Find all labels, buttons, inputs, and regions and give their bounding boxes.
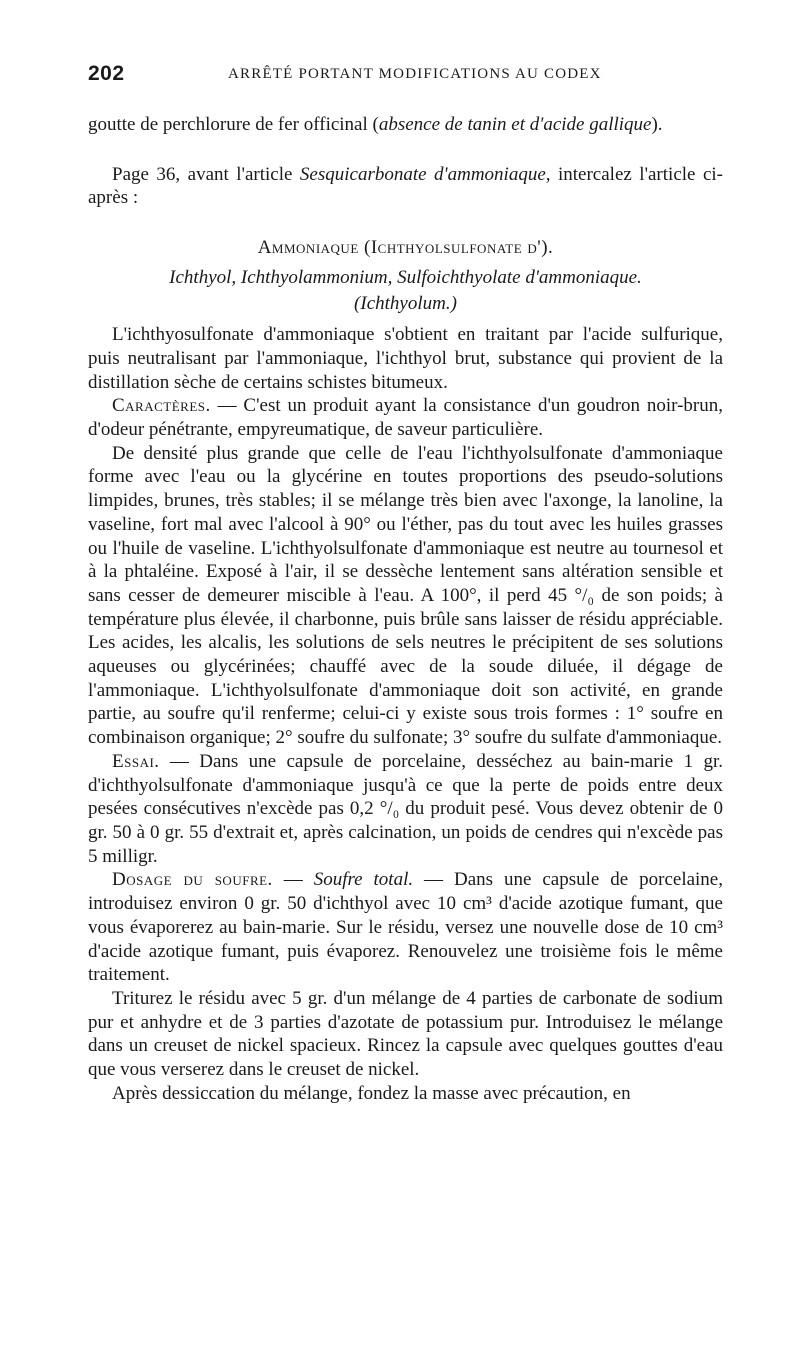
page-body <box>88 113 723 1105</box>
text-run: , intercalez l'article ci-après : <box>88 163 723 209</box>
paragraph-caracteres <box>88 394 723 441</box>
text-run: — Dans une capsule de porcelaine, introduisez environ 0 gr. 50 d'ichthyol avec 10 cm³ d'acide azotique fumant, que vous évaporerez au bain-marie. Sur le résidu, versez une nouvelle dose de 10 cm³ d'acide azotique fumant, puis évaporez. Renouvelez une troisième fois le même traitement. <box>88 869 723 986</box>
running-title: ARRÊTÉ PORTANT MODIFICATIONS AU CODEX <box>228 66 602 82</box>
paragraph-preparation: L'ichthyosulfonate d'ammoniaque s'obtient en traitant par l'acide sulfurique, puis neutralisant par l'ammoniaque, l'ichthyol brut, substance qui provient de la distillation sèche de certains schistes bitumeux. <box>88 324 723 393</box>
italic-run: Soufre total. <box>313 869 414 891</box>
text-run: — Dans une capsule de porcelaine, desséchez au bain-marie 1 gr. d'ichthyolsulfonate d'ammoniaque jusqu'à ce que la perte de poids entre deux pesées consécutives n'excède pas 0,2 °/₀ du produit pesé. Vous devez obtenir de 0 gr. 50 à 0 gr. 55 d'extrait et, après calcination, un poids de cendres qui n'excède pas 5 milligr. <box>88 750 723 867</box>
text-run: Page 36, avant l'article <box>112 163 300 185</box>
page-number: 202 <box>88 62 125 85</box>
paragraph-dosage <box>88 868 723 987</box>
italic-run: absence de tanin et d'acide gallique <box>378 114 652 135</box>
paragraph-properties: De densité plus grande que celle de l'eau l'ichthyolsulfonate d'ammoniaque forme avec l'eau ou la glycérine en toutes proportions des pseudo-solutions limpides, brunes, très stables; il se mélange très bien avec l'axonge, la lanoline, la vaseline, fort mal avec l'alcool à 90° ou l'éther, pas du tout avec les huiles grasses ou l'huile de vaseline. L'ichthyolsulfonate d'ammoniaque est neutre au tournesol et à la phtaléine. Exposé à l'air, il se dessèche lentement sans altération sensible et sans cesser de demeurer miscible à l'eau. A 100°, il perd 45 °/₀ de son poids; à température plus élevée, il charbonne, puis brûle sans laisser de résidu appréciable. Les acides, les alcalis, les solutions de sels neutres le précipitent de ses solutions aqueuses ou glycérinées; chauffé avec de la soude diluée, il dégage de l'ammoniaque. L'ichthyolsulfonate d'ammoniaque doit son activité, en grande partie, au soufre qu'il renferme; celui-ci y existe sous trois formes : 1° soufre en combinaison organique; 2° soufre du sulfonate; 3° soufre du sulfate d'ammoniaque. <box>88 442 723 749</box>
paragraph-instruction <box>88 163 723 210</box>
section-label: Caractères. <box>112 395 211 417</box>
paragraph-essai <box>88 750 723 869</box>
paragraph-continuation <box>88 113 723 137</box>
text-run: — C'est un produit ayant la consistance d'un goudron noir-brun, d'odeur pénétrante, empyreumatique, de saveur particulière. <box>88 395 723 441</box>
italic-run: Ichthyol, Ichthyolammonium, Sulfoichthyolate d'ammoniaque. <box>169 266 642 288</box>
paragraph-trituration: Triturez le résidu avec 5 gr. d'un mélange de 4 parties de carbonate de sodium pur et anhydre et de 3 parties d'azotate de potassium pur. Introduisez le mélange dans un creuset de nickel spacieux. Rincez la capsule avec quelques gouttes d'eau que vous verserez dans le creuset de nickel. <box>88 987 723 1081</box>
italic-run: Sesquicarbonate d'ammoniaque <box>299 163 546 185</box>
paragraph-dessiccation: Après dessiccation du mélange, fondez la masse avec précaution, en <box>112 1082 631 1104</box>
section-label: Dosage du soufre. <box>112 869 273 891</box>
article-title: Ammoniaque (Ichthyolsulfonate d'). <box>257 237 554 259</box>
text-run: — <box>272 869 314 891</box>
italic-run: (Ichthyolum.) <box>354 292 457 314</box>
article-latin-name <box>88 292 723 316</box>
page-header <box>88 62 723 92</box>
article-synonyms <box>88 266 723 290</box>
text-run: goutte de perchlorure de fer officinal ( <box>88 114 379 135</box>
section-label: Essai. <box>112 750 160 772</box>
text-run: ). <box>651 114 663 135</box>
